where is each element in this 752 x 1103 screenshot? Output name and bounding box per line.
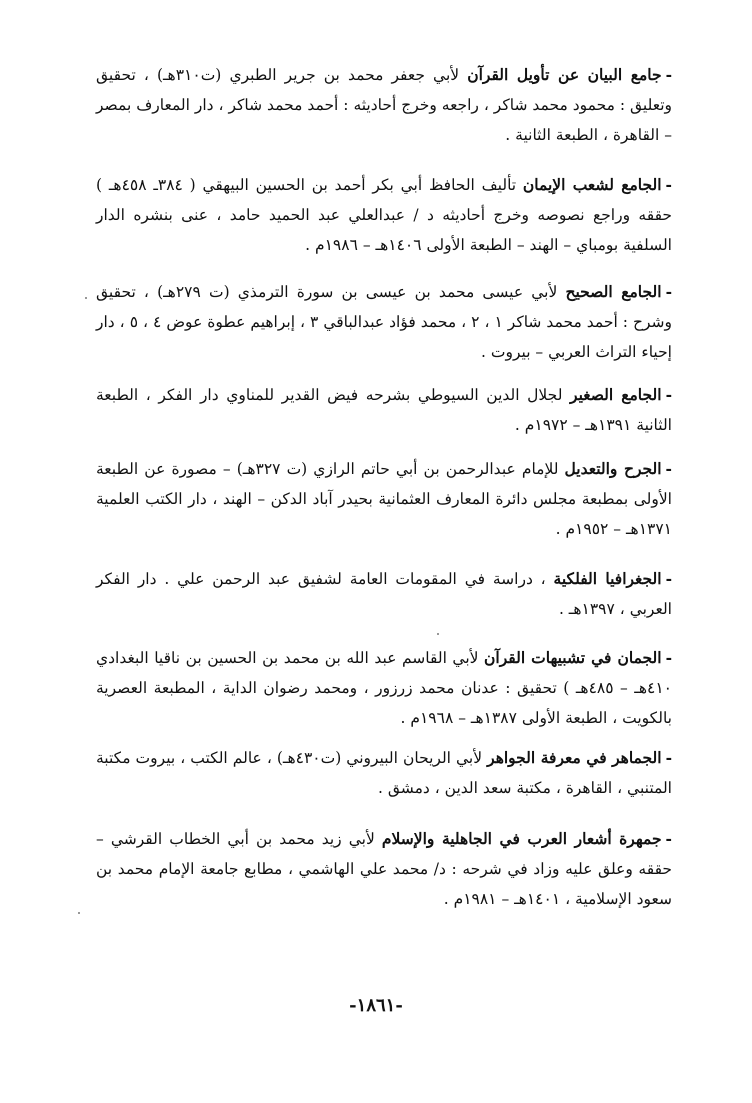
entry-title: جمهرة أشعار العرب في الجاهلية والإسلام (381, 829, 662, 848)
bibliography-entry (96, 743, 672, 803)
entry-dash: - (665, 459, 672, 478)
bibliography-entry (96, 277, 672, 367)
entry-title: الجمان في تشبيهات القرآن (484, 648, 662, 667)
page-number: -١٨٦١- (349, 995, 403, 1016)
entry-text: لجلال الدين السيوطي بشرحه فيض القدير للمناوي دار الفكر ، الطبعة الثانية ١٣٩١هـ – ١٩٧٢م . (96, 386, 672, 434)
entry-title: الجامع الصحيح (565, 282, 662, 301)
entry-dash: - (665, 65, 672, 84)
entry-dash: - (665, 569, 673, 588)
bibliography-entry (96, 60, 672, 150)
entry-dash: - (665, 282, 672, 301)
scan-speck (85, 297, 87, 299)
entry-title: الجامع لشعب الإيمان (522, 175, 662, 194)
entry-text: لأبي القاسم عبد الله بن محمد بن الحسين بن ناقيا البغدادي ٤١٠هـ – ٤٨٥هـ ) تحقيق : عدنان محمد زرزور ، ومحمد رضوان الداية ، المطبعة العصرية بالكويت ، الطبعة الأولى ١٣٨٧هـ – ١٩٦٨م . (96, 649, 673, 727)
entry-text: ، دراسة في المقومات العامة لشفيق عبد الرحمن علي . دار الفكر العربي ، ١٣٩٧هـ . (96, 570, 672, 618)
entry-dash: - (665, 829, 672, 848)
entry-text: للإمام عبدالرحمن بن أبي حاتم الرازي (ت ٣٢٧هـ) – مصورة عن الطبعة الأولى بمطبعة مجلس دائرة المعارف العثمانية بحيدر آباد الدكن – الهند ، دار الكتب العلمية ١٣٧١هـ – ١٩٥٢م . (96, 460, 672, 538)
bibliography-entry (96, 454, 672, 544)
entry-text: لأبي جعفر محمد بن جرير الطبري (ت٣١٠هـ) ، تحقيق وتعليق : محمود محمد شاكر ، راجعه وخرج أحاديثه : أحمد محمد شاكر ، دار المعارف بمصر – القاهرة ، الطبعة الثانية . (96, 66, 672, 144)
entry-title: جامع البيان عن تأويل القرآن (467, 65, 662, 84)
bibliography-entry (96, 643, 672, 733)
scan-speck (437, 633, 439, 635)
entry-title: الجرح والتعديل (564, 459, 662, 478)
bibliography-entry (96, 824, 672, 914)
entry-title: الجغرافيا الفلكية (553, 569, 662, 588)
entry-dash: - (665, 648, 673, 667)
entry-text: لأبي عيسى محمد بن عيسى بن سورة الترمذي (ت ٢٧٩هـ) ، تحقيق وشرح : أحمد محمد شاكر ١ ، ٢ ، محمد فؤاد عبدالباقي ٣ ، إبراهيم عطوة عوض ٤ ، ٥ ، دار إحياء التراث العربي – بيروت . (96, 283, 673, 361)
bibliography-entry (96, 380, 672, 440)
entry-dash: - (665, 385, 672, 404)
entry-text: تأليف الحافظ أبي بكر أحمد بن الحسين البيهقي ( ٣٨٤ـ ٤٥٨هـ ) حققه وراجع نصوصه وخرج أحاديثه د / عبدالعلي عبد الحميد حامد ، عنى بنشره الدار السلفية بومباي – الهند – الطبعة الأولى ١٤٠٦هـ – ١٩٨٦م . (96, 176, 672, 254)
entry-dash: - (665, 175, 672, 194)
entry-title: الجماهر في معرفة الجواهر (487, 748, 662, 767)
entry-text: لأبي زيد محمد بن أبي الخطاب القرشي – حققه وعلق عليه وزاد في شرحه : د/ محمد علي الهاشمي ، مطابع جامعة الإمام محمد بن سعود الإسلامية ، ١٤٠١هـ – ١٩٨١م . (96, 830, 672, 908)
scan-speck (78, 912, 80, 914)
bibliography-entry (96, 564, 672, 624)
entry-title: الجامع الصغير (570, 385, 662, 404)
entry-dash: - (665, 748, 672, 767)
bibliography-entry (96, 170, 672, 260)
entry-text: لأبي الريحان البيروني (ت٤٣٠هـ) ، عالم الكتب ، بيروت مكتبة المتنبي ، القاهرة ، مكتبة سعد الدين ، دمشق . (96, 749, 672, 797)
